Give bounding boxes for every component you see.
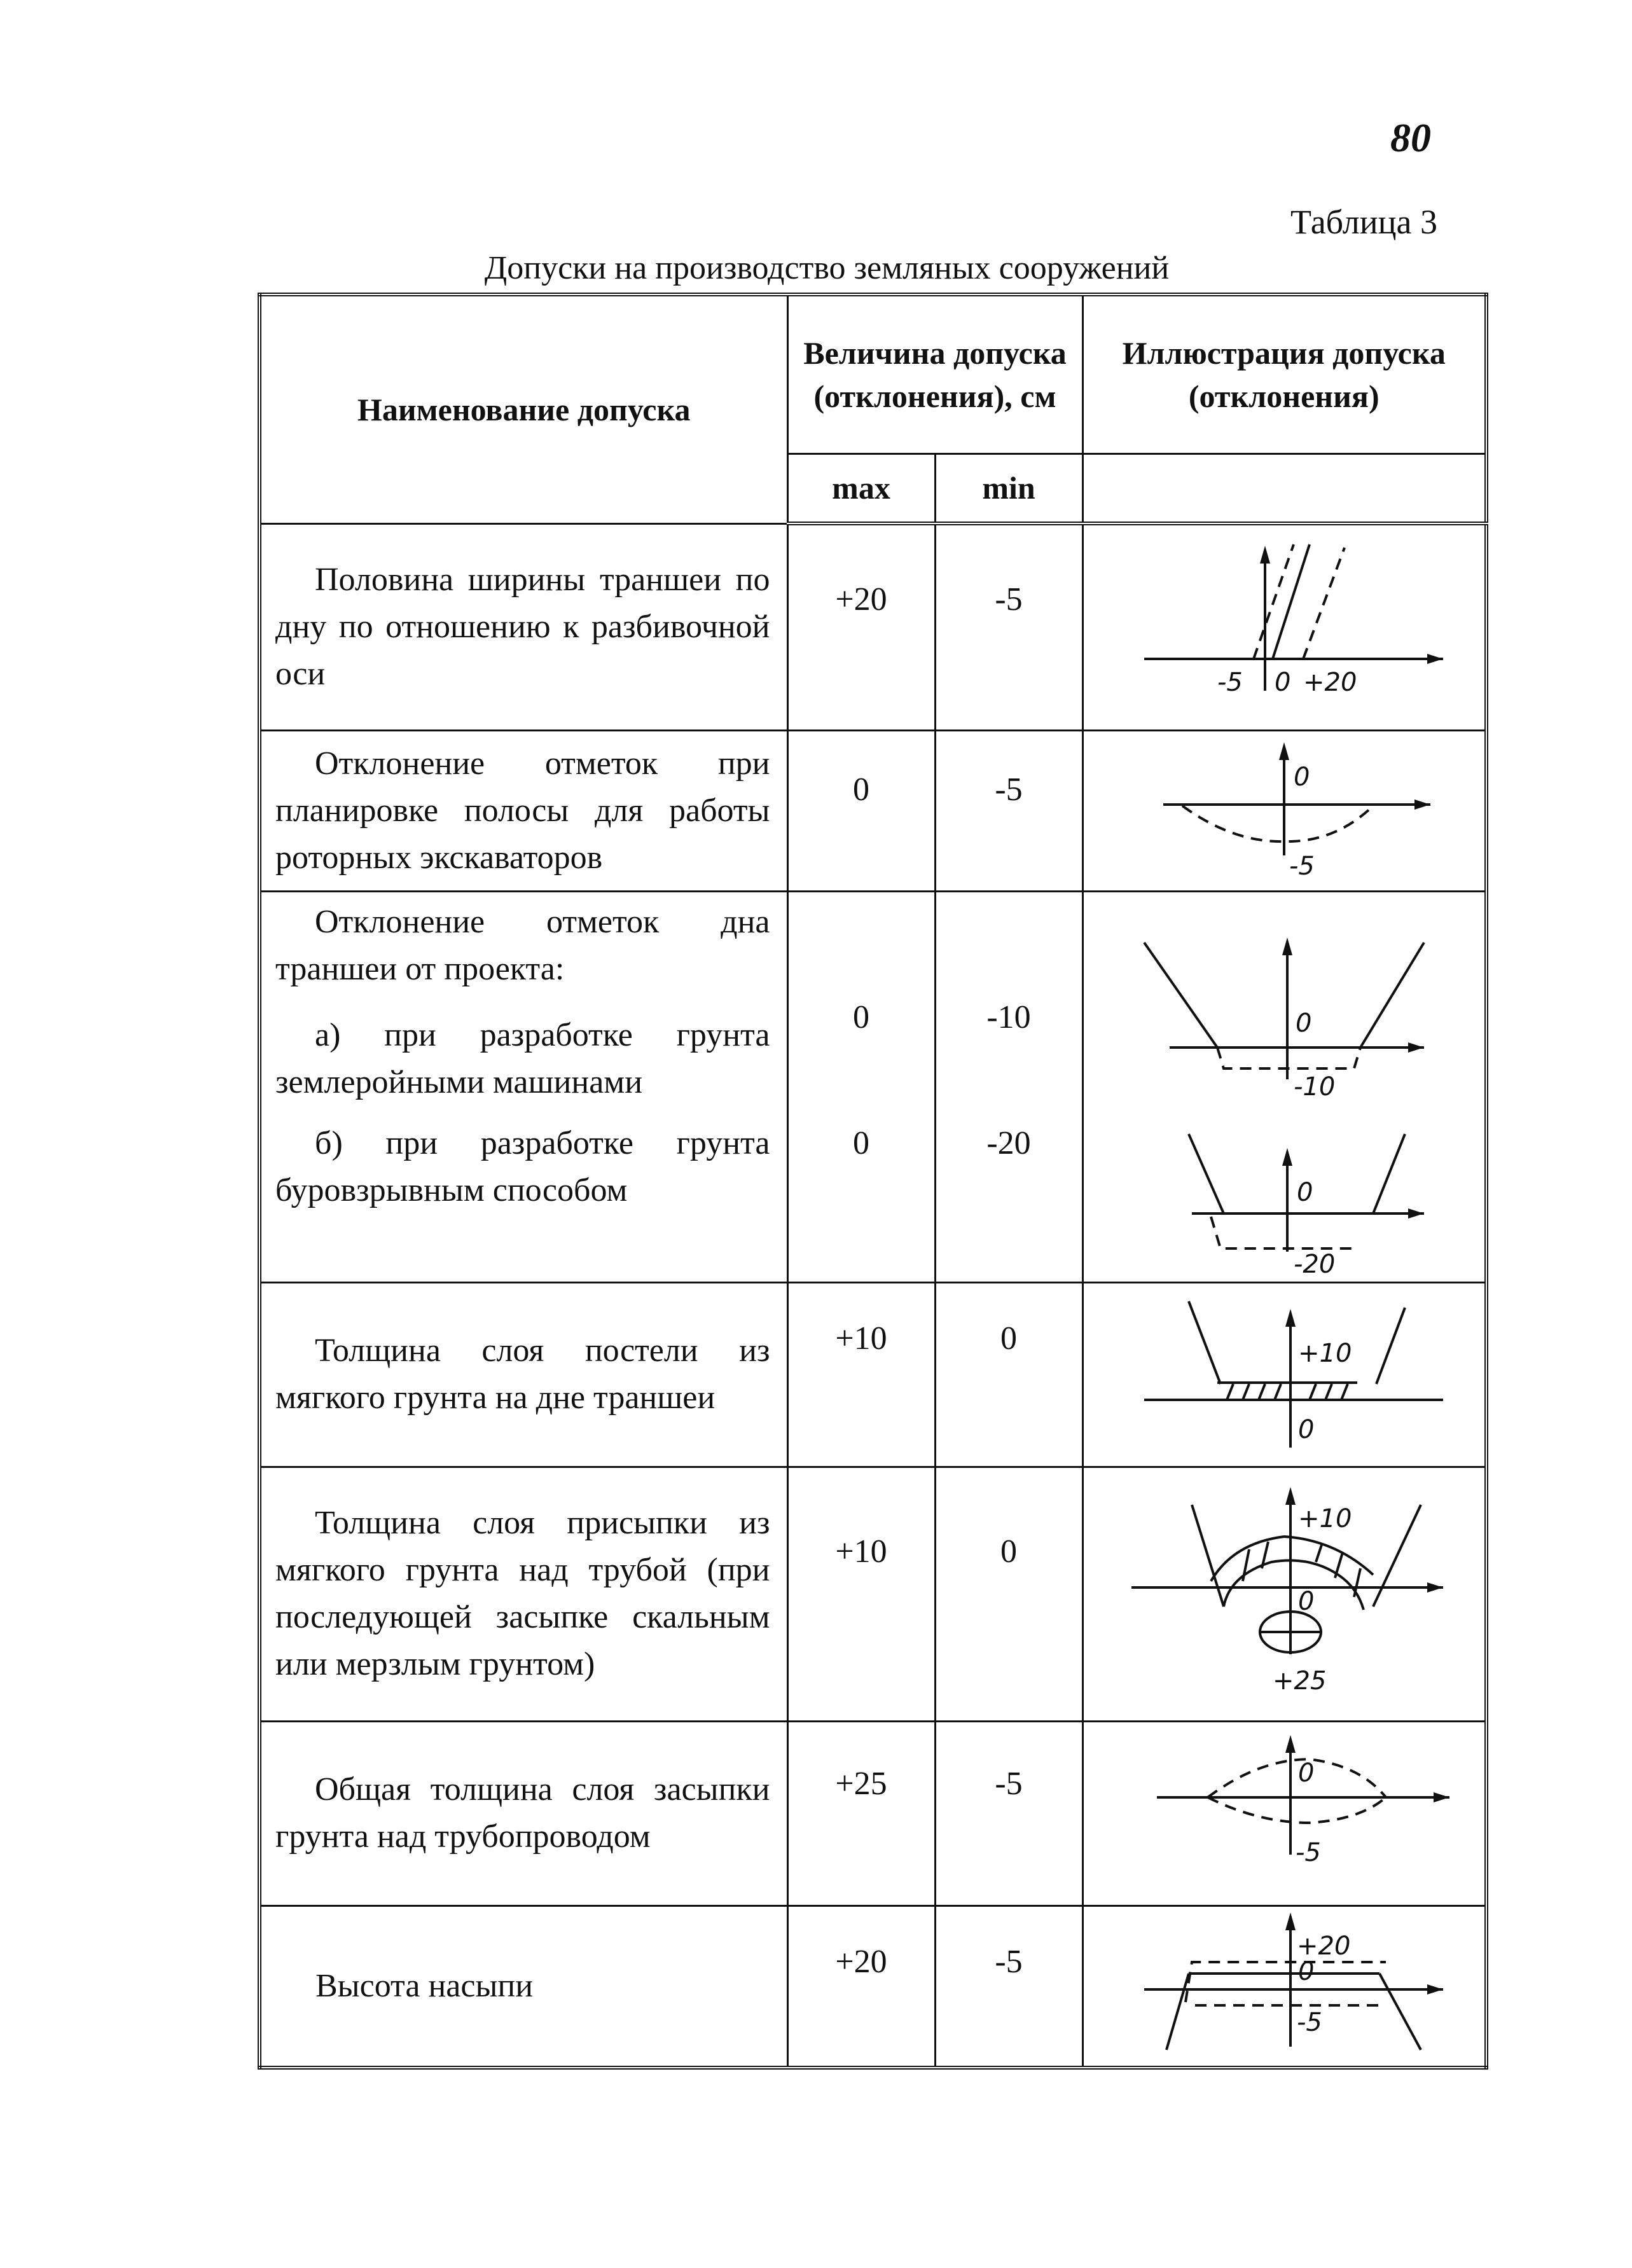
label-minus20: -20 xyxy=(1293,1249,1336,1279)
row-max: +10 xyxy=(787,1467,935,1721)
row-name: Половина ширины траншеи по дну по отношению к разбивочной оси xyxy=(259,523,787,730)
header-min: min xyxy=(935,453,1082,523)
row-max: +20 xyxy=(787,523,935,730)
row-name: б) при разработке грунта буровзрывным способом xyxy=(259,1120,787,1282)
tolerance-table xyxy=(258,293,1488,2070)
illustration-trench-half-width xyxy=(1082,523,1486,730)
row-name: Высота насыпи xyxy=(259,1905,787,2068)
label-minus5: -5 xyxy=(1289,851,1315,881)
illustration-embankment-height xyxy=(1082,1905,1486,2068)
page-number: 80 xyxy=(1390,115,1431,160)
label-zero: 0 xyxy=(1296,1177,1313,1207)
table-row xyxy=(259,1721,1486,1905)
row-max: +10 xyxy=(787,1282,935,1467)
label-minus5: -5 xyxy=(1217,668,1243,698)
label-plus25: +25 xyxy=(1272,1666,1327,1696)
illustration-trench-bottom-a xyxy=(1082,891,1486,1120)
header-name: Наименование допуска xyxy=(259,294,787,523)
label-zero: 0 xyxy=(1293,762,1310,792)
row-min: -5 xyxy=(935,730,1082,891)
row-max: +25 xyxy=(787,1721,935,1905)
row-name: Отклонение отметок при планировке полосы для работы роторных экскаваторов xyxy=(259,730,787,891)
label-plus10: +10 xyxy=(1297,1504,1352,1533)
illustration-backfill-thickness xyxy=(1082,1721,1486,1905)
label-minus5: -5 xyxy=(1295,1838,1321,1867)
header-value: Величина допуска (отклонения), см xyxy=(787,294,1082,453)
header-illustration-empty xyxy=(1082,453,1486,523)
table-row xyxy=(259,523,1486,730)
row-min: 0 xyxy=(935,1467,1082,1721)
row-min: 0 xyxy=(935,1282,1082,1467)
label-zero: 0 xyxy=(1274,668,1291,698)
row-max: 0 xyxy=(787,1120,935,1282)
illustration-strip-planning xyxy=(1082,730,1486,891)
illustration-pipe-cover-layer xyxy=(1082,1467,1486,1721)
row-min: -10 xyxy=(935,891,1082,1120)
header-row xyxy=(259,294,1486,453)
row-min: -5 xyxy=(935,523,1082,730)
table-row xyxy=(259,730,1486,891)
label-plus20: +20 xyxy=(1296,1931,1351,1961)
row-max: 0 xyxy=(787,891,935,1120)
header-max: max xyxy=(787,453,935,523)
illustration-trench-bottom-b xyxy=(1082,1120,1486,1282)
table-title: Допуски на производство земляных сооружений xyxy=(484,250,1170,286)
label-minus5: -5 xyxy=(1296,2007,1322,2037)
label-zero: 0 xyxy=(1297,1415,1315,1444)
row-min: -5 xyxy=(935,1905,1082,2068)
header-illustration: Иллюстрация допуска (отклонения) xyxy=(1082,294,1486,453)
row-max: 0 xyxy=(787,730,935,891)
illustration-bedding-layer xyxy=(1082,1282,1486,1467)
label-plus20: +20 xyxy=(1303,668,1357,698)
label-zero: 0 xyxy=(1297,1956,1315,1986)
table-row xyxy=(259,891,1486,1120)
row-name: Отклонение отметок дна траншеи от проекта: а) при разработке грунта землеройными машинами xyxy=(259,891,787,1120)
table-row xyxy=(259,1120,1486,1282)
label-zero: 0 xyxy=(1295,1008,1312,1038)
table-row xyxy=(259,1905,1486,2068)
table-row xyxy=(259,1282,1486,1467)
row-name: Толщина слоя постели из мягкого грунта на дне траншеи xyxy=(259,1282,787,1467)
row-max: +20 xyxy=(787,1905,935,2068)
label-minus10: -10 xyxy=(1293,1072,1336,1102)
label-plus10: +10 xyxy=(1297,1339,1352,1368)
row-min: -5 xyxy=(935,1721,1082,1905)
label-zero: 0 xyxy=(1297,1759,1315,1788)
label-zero: 0 xyxy=(1297,1587,1315,1616)
row-min: -20 xyxy=(935,1120,1082,1282)
table-label: Таблица 3 xyxy=(1290,203,1437,241)
row-name: Общая толщина слоя засыпки грунта над трубопроводом xyxy=(259,1721,787,1905)
table-row xyxy=(259,1467,1486,1721)
row-name: Толщина слоя присыпки из мягкого грунта над трубой (при последующей засыпке скальным или мерзлым грунтом) xyxy=(259,1467,787,1721)
